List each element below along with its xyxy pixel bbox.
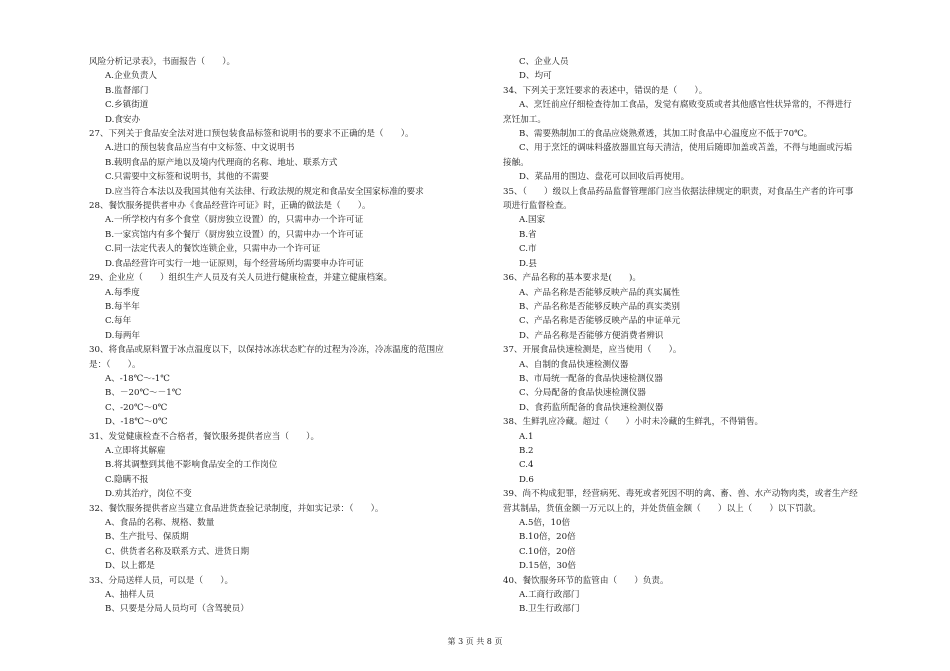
question-text: 38、生鲜乳应冷藏。超过（ ）小时未冷藏的生鲜乳，不得销售。: [503, 417, 764, 428]
question-text: 27、下列关于食品安全法对进口预包装食品标签和说明书的要求不正确的是（ ）。: [89, 129, 414, 140]
answer-option: B.监督部门: [105, 85, 149, 96]
answer-option: A、-18℃～-1℃: [105, 373, 170, 384]
question-text: 37、开展食品快速检测是，应当使用（ ）。: [503, 345, 682, 356]
question-text: 是：（ ）。: [89, 359, 141, 370]
answer-option: C、用于烹饪的调味料盛放器皿宜每天清洁，使用后随即加盖或苫盖，不得与地面或污垢: [519, 143, 853, 154]
answer-option: A、产品名称是否能够反映产品的真实属性: [519, 287, 680, 298]
answer-option: B.卫生行政部门: [519, 604, 580, 615]
answer-option: D.6: [519, 474, 534, 485]
answer-option: C.乡镇街道: [105, 100, 149, 111]
question-text: 36、产品名称的基本要求是( )。: [503, 273, 641, 284]
question-text: 35、（ ）级以上食品药品监督管理部门应当依据法律规定的职责，对食品生产者的许可事: [503, 186, 854, 197]
question-text: 29、企业应（ ）组织生产人员及有关人员进行健康检查，并建立健康档案。: [89, 273, 393, 284]
answer-option: D、菜品用的围边、盘花可以回收后再使用。: [519, 172, 690, 183]
answer-option: D、产品名称是否能够方便消费者辨识: [519, 330, 664, 341]
answer-option: C.只需要中文标签和说明书，其他的不需要: [105, 172, 269, 183]
answer-option: C、-20℃～0℃: [105, 402, 168, 413]
answer-option: A.一所学校内有多个食堂（厨房独立设置）的，只需申办一个许可证: [105, 215, 364, 226]
question-text: 32、餐饮服务提供者应当建立食品进货查验记录制度，并如实记录：（ ）。: [89, 503, 384, 514]
answer-option: D.每两年: [105, 330, 141, 341]
answer-option: B.将其调整到其他不影响食品安全的工作岗位: [105, 460, 278, 471]
answer-option: B.省: [519, 229, 537, 240]
answer-option: C、分局配备的食品快速检测仪器: [519, 388, 646, 399]
answer-option: D.食品经营许可实行一地一证原则，每个经营场所均需要申办许可证: [105, 258, 364, 269]
question-text: 接触。: [503, 157, 529, 168]
answer-option: D.劝其治疗，岗位不变: [105, 489, 192, 500]
answer-option: A.国家: [519, 215, 546, 226]
answer-option: D.应当符合本法以及我国其他有关法律、行政法规的规定和食品安全国家标准的要求: [105, 186, 424, 197]
question-text: 风险分析记录表》，书面报告（ ）。: [89, 57, 236, 67]
answer-option: A.每季度: [105, 287, 140, 298]
question-text: 31、发觉健康检查不合格者，餐饮服务提供者应当（ ）。: [89, 431, 320, 442]
answer-option: B.每半年: [105, 301, 140, 312]
answer-option: C.同一法定代表人的餐饮连锁企业，只需申办一个许可证: [105, 244, 321, 255]
answer-option: A、食品的名称、规格、数量: [105, 518, 215, 528]
answer-option: B、市局统一配备的食品快速检测仪器: [519, 373, 663, 384]
right-column: [503, 55, 875, 617]
question-text: 28、餐饮服务提供者申办《食品经营许可证》时，正确的做法是（ ）。: [89, 201, 371, 212]
answer-option: D、均可: [519, 71, 552, 82]
page-footer: 第 3 页 共 8 页: [447, 637, 503, 646]
answer-option: B、产品名称是否能够反映产品的真实类别: [519, 301, 681, 312]
question-text: 烹饪加工。: [503, 114, 546, 125]
question-text: 30、将食品或原料置于冰点温度以下，以保持冰冻状态贮存的过程为冷冻，冷冻温度的范围应: [89, 345, 444, 356]
question-text: 39、尚不构成犯罪，经营病死、毒死或者死因不明的禽、畜、兽、水产动物肉类，或者生产经: [503, 489, 858, 500]
answer-option: D.食安办: [105, 114, 141, 125]
answer-option: A.5倍，10倍: [519, 518, 571, 528]
left-column: [89, 55, 461, 617]
question-text: 项进行监督检查。: [503, 201, 572, 212]
answer-option: A.工商行政部门: [519, 590, 580, 601]
answer-option: D.15倍，30倍: [519, 561, 576, 572]
answer-option: A、烹饪前应仔细检查待加工食品，发觉有腐败变质或者其他感官性状异常的，不得进行: [519, 100, 852, 111]
answer-option: C、供货者名称及联系方式、进货日期: [105, 546, 250, 557]
answer-option: C、企业人员: [519, 57, 569, 67]
answer-option: C.市: [519, 244, 537, 255]
answer-option: D、以上都是: [105, 561, 155, 572]
answer-option: D、食药监所配备的食品快速检测仪器: [519, 402, 664, 413]
answer-option: B.一家宾馆内有多个餐厅（厨房独立设置）的，只需申办一个许可证: [105, 229, 364, 240]
answer-option: A.进口的预包装食品应当有中文标签、中文说明书: [105, 143, 295, 154]
answer-option: D.县: [519, 258, 537, 269]
answer-option: B.10倍，20倍: [519, 532, 576, 543]
answer-option: B、只要是分局人员均可（含驾驶员）: [105, 604, 249, 615]
answer-option: C.10倍，20倍: [519, 546, 576, 557]
answer-option: C.每年: [105, 316, 132, 327]
answer-option: A、自制的食品快速检测仪器: [519, 359, 629, 370]
answer-option: B、生产批号、保质期: [105, 532, 189, 543]
answer-option: D、-18℃～0℃: [105, 417, 168, 428]
answer-option: B、－20℃～－1℃: [105, 388, 182, 399]
question-text: 40、餐饮服务环节的监管由（ ）负责。: [503, 575, 669, 586]
question-text: 33、分局送样人员，可以是（ ）。: [89, 575, 234, 586]
answer-option: B.载明食品的原产地以及境内代理商的名称、地址、联系方式: [105, 157, 338, 168]
answer-option: C、产品名称是否能够反映产品的申证单元: [519, 316, 681, 327]
answer-option: B.2: [519, 445, 534, 456]
answer-option: A.立即将其解雇: [105, 445, 166, 456]
answer-option: B、需要熟制加工的食品应烧熟煮透，其加工时食品中心温度应不低于70℃。: [519, 129, 813, 140]
question-text: 营其制品，货值金额一万元以上的，并处货值金额（ ）以上（ ）以下罚款。: [503, 503, 821, 514]
answer-option: C.隐瞒不报: [105, 474, 149, 485]
answer-option: A、抽样人员: [105, 590, 155, 601]
answer-option: A.1: [519, 431, 534, 442]
question-text: 34、下列关于烹饪要求的表述中，错误的是（ ）。: [503, 85, 708, 96]
answer-option: C.4: [519, 460, 534, 471]
answer-option: A.企业负责人: [105, 71, 157, 82]
